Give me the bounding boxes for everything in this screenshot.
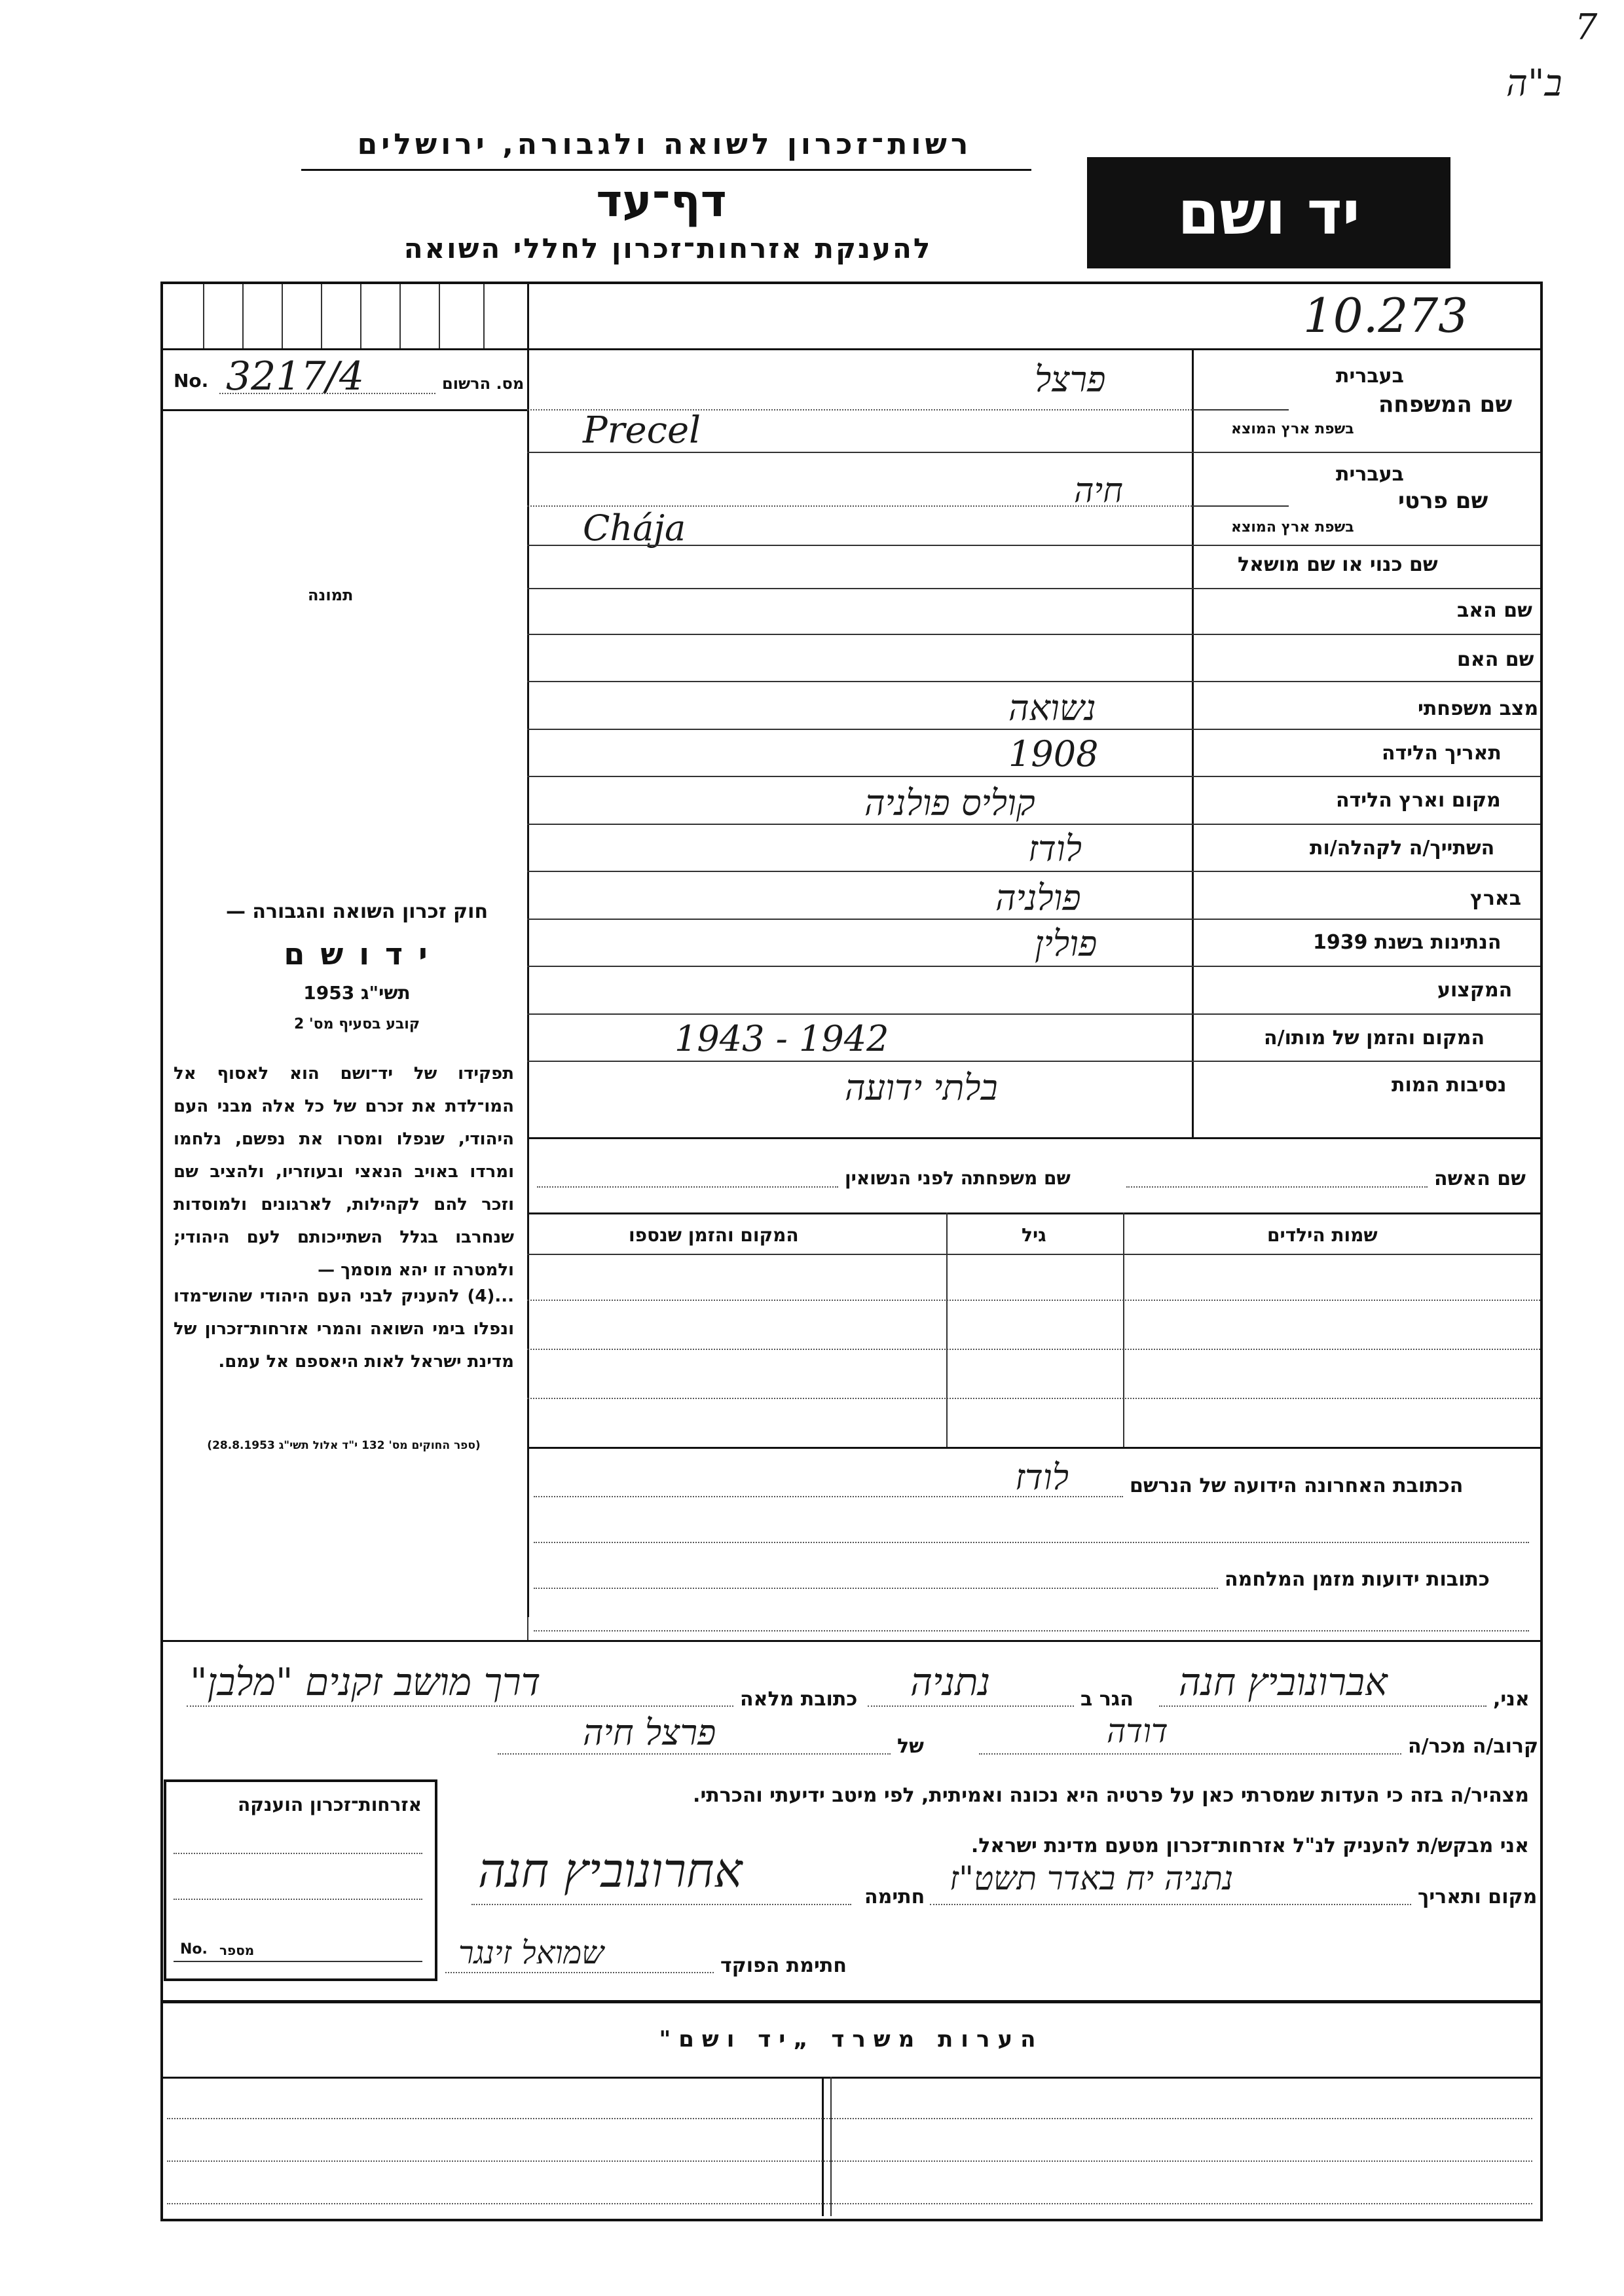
family-name-label: שם המשפחה [1378, 392, 1513, 418]
mother-label: שם האם [1457, 648, 1534, 671]
profession-label: המקצוע [1437, 979, 1513, 1002]
birth-date-label: תאריך הלידה [1382, 742, 1502, 765]
birth-place-value: קוליס פולניה [864, 782, 1035, 824]
registration-no-label: No. [174, 370, 209, 392]
registration-number: 3217/4 [226, 354, 365, 399]
registration-he-label: מס. הרשום [442, 374, 525, 393]
last-address-value: לודז [1015, 1457, 1069, 1498]
file-number: 10.273 [1303, 288, 1468, 343]
page-title: דף־עד [596, 175, 727, 227]
family-name-origin: Precel [583, 409, 701, 452]
children-place-header: המקום והזמן שנספו [629, 1224, 799, 1246]
war-address-label: כתובות ידועות מזמן המלחמה [1225, 1568, 1490, 1591]
declarant-name: אברונוביץ חנה [1179, 1660, 1388, 1704]
law-clause: קובע בסעיף מס' 2 [293, 1016, 420, 1032]
law-year: תשי"ג 1953 [303, 982, 411, 1004]
relation-value: דודה [1107, 1712, 1168, 1750]
declarant-i-label: אני, [1493, 1688, 1530, 1711]
page-subtitle: להענקת אזרחות־זכרון לחללי השואה [403, 232, 932, 264]
corner-mark: ב"ה [1506, 62, 1562, 105]
community-label: השתייך/ה לקהלה/ות [1310, 837, 1495, 860]
officer-signature: שמואל זינגר [458, 1935, 604, 1971]
origin-label-2: בשפת ארץ המוצא [1231, 519, 1354, 536]
birth-date-value: 1908 [1008, 733, 1099, 774]
nickname-label: שם כנוי או שם מושאל [1238, 553, 1438, 576]
children-names-header: שמות הילדים [1267, 1224, 1378, 1246]
father-label: שם האב [1457, 599, 1532, 622]
law-text-1: תפקידו של יד־ושם הוא לאסוף אל המו־לדת את זכרם של כל אלה מבני העם היהודי, שנפלו ומסרו את נפשם, נלחמו ומרדו באויב הנאצי ובעוזריו, ולהציב שם וזכר להם לקהילות, לארגונים ולמוסדות שנחרבו בגלל השתייכותם לעם היהודי; ולמטרה זו יהא מוסמך — [174, 1064, 514, 1280]
country-value: פולניה [995, 877, 1081, 919]
header-organization: רשות־זכרון לשואה ולגבורה, ירושלים [357, 128, 972, 161]
law-reference: (ספר החוקים מס' 132 י"ד אלול תשי"ג 28.8.1953) [207, 1439, 481, 1452]
marital-status-value: נשואה [1008, 687, 1096, 729]
spouse-maiden-label: שם משפחתה לפני הנשואין [845, 1167, 1071, 1189]
citizenship-granted-title: אזרחות־זכרון הוענקה [238, 1794, 422, 1815]
declaration-line-2: אני מבקש/ת להעניק לנ"ל אזרחות־זכרון מטעם מדינת ישראל. [970, 1834, 1529, 1857]
last-address-label: הכתובת האחרונה הידועה של הנרשם [1130, 1474, 1464, 1497]
first-name-origin: Chája [583, 507, 686, 549]
children-age-header: גיל [1022, 1224, 1046, 1246]
declarant-signature: אחרונוביץ חנה [478, 1843, 743, 1898]
of-label: של [897, 1735, 924, 1758]
relation-label: קרוב/ה מכר/ה [1408, 1735, 1539, 1758]
signature-label: חתימה [864, 1886, 925, 1908]
law-text-2: ...(4) להעניק לבני העם היהודי שהוש־מדו ונפלו בימי השואה והמרי אזרחות־זכרון של מדינת ישראל לאות היאספם אל עמם. [174, 1286, 514, 1372]
citizenship-label: הנתינות בשנת 1939 [1313, 931, 1502, 954]
spouse-label: שם האשה [1434, 1167, 1526, 1190]
yad-vashem-logo: יד ושם [1087, 157, 1450, 268]
law-title: חוק זכרון השואה והגבורה — [225, 900, 489, 923]
declaration-line-1: מצהיר/ה בזה כי העדות שמסרתי כאן על פרטיה היא נכונה ואמיתית, לפי מיטב ידיעתי והכרתי. [693, 1784, 1529, 1807]
hebrew-label-2: בעברית [1336, 463, 1404, 486]
death-place-label: המקום והזמן של מותו/ה [1264, 1027, 1485, 1049]
death-place-value: 1943 - 1942 [674, 1018, 889, 1059]
country-label: בארץ [1470, 887, 1522, 910]
corner-number: 7 [1575, 7, 1598, 48]
office-remarks-title: הערות משרד „יד ושם" [659, 2026, 1044, 2052]
law-name: י ד ו ש ם [284, 936, 430, 972]
citizenship-value: פולין [1035, 923, 1098, 964]
of-value: פרצל חיה [583, 1712, 716, 1753]
community-value: לודז [1028, 828, 1082, 869]
full-address-label: כתובת מלאה [740, 1688, 858, 1711]
resides-label: הגר ב [1080, 1688, 1134, 1711]
stamp-number-label: מספר [219, 1942, 255, 1958]
origin-label-1: בשפת ארץ המוצא [1231, 421, 1354, 437]
marital-status-label: מצב משפחתי [1418, 697, 1539, 720]
death-cause-label: נסיבות המות [1392, 1074, 1507, 1097]
death-cause-value: בלתי ידועה [845, 1067, 998, 1108]
hebrew-label-1: בעברית [1336, 365, 1404, 388]
declarant-city: נתניה [910, 1660, 991, 1704]
place-date-label: מקום ותאריך [1418, 1886, 1538, 1908]
stamp-no-label: No. [180, 1941, 208, 1958]
officer-signature-label: חתימת הפוקד [720, 1954, 847, 1977]
family-name-hebrew: פרצל [1035, 359, 1106, 400]
declarant-address: דרך מושב זקנים "מלבן" [190, 1660, 541, 1704]
first-name-label: שם פרטי [1398, 488, 1488, 514]
first-name-hebrew: חיה [1074, 471, 1123, 511]
place-date-value: נתניה יח באדר תשט"ז [950, 1859, 1234, 1897]
photo-label: תמונה [308, 586, 354, 604]
birth-place-label: מקום וארץ הלידה [1336, 789, 1501, 812]
